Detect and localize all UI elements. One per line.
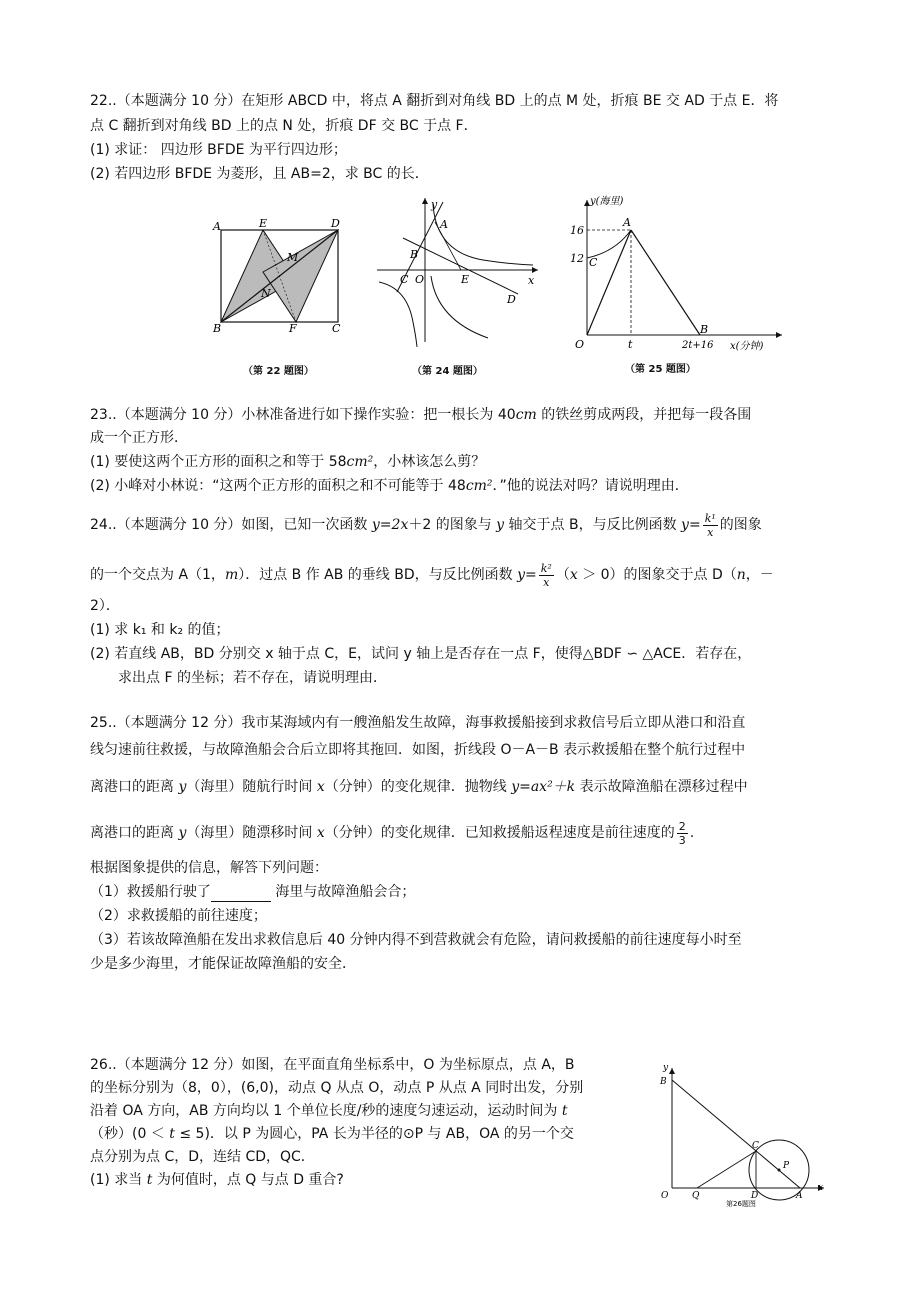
q24-part2b: 求出点 F 的坐标；若不存在，请说明理由． — [118, 670, 387, 686]
q25-l4e: （分钟）的变化规律．已知救援船返程速度是前往速度的 — [324, 825, 675, 841]
q24-line1 — [90, 510, 840, 540]
q24-fraction-k1 — [703, 512, 718, 539]
q25-p1b: 海里与故障渔船会合； — [270, 884, 416, 900]
q25-l3d: x — [316, 779, 325, 795]
q25-part3a: （3）若该故障渔船在发出求救信息后 40 分钟内得不到营救就会有危险，请问救援船的前往速度每小时至 — [90, 932, 742, 948]
f26-label-o: O — [661, 1191, 669, 1201]
q24-l2h: n — [736, 567, 746, 583]
q24-l2i: ，－ — [745, 567, 774, 583]
f25-tick-16: 16 — [570, 224, 584, 237]
q25-l4b: y — [178, 825, 187, 841]
f22-label-e: E — [259, 217, 268, 230]
f26-label-a: A — [796, 1191, 803, 1201]
q24-k2: k² — [540, 561, 552, 575]
f24-label-b: B — [410, 248, 419, 261]
f25-label-a: A — [623, 216, 631, 229]
q24-l1f: y= — [681, 517, 701, 533]
f25-ylabel: y(海里) — [590, 196, 624, 207]
q24-l2d: y= — [517, 567, 537, 583]
f22-label-f: F — [289, 322, 297, 335]
q25-line2: 线匀速前往救援，与故障渔船会合后立即将其拖回．如图，折线段 O－A－B 表示救援船在整个航行过程中 — [90, 742, 746, 758]
q26-l3a: 沿着 OA 方向，AB 方向均以 1 个单位长度/秒的速度匀速运动，运动时间为 — [90, 1103, 562, 1119]
q25-l3c: （海里）随航行时间 — [186, 779, 317, 795]
f24-label-e: E — [461, 273, 470, 286]
q25-l3f: y=ax²＋k — [511, 779, 576, 795]
figure-22 — [205, 215, 350, 337]
f26-label-c: C — [752, 1141, 759, 1151]
figure-25 — [560, 190, 790, 354]
q25-l4f: . — [689, 825, 695, 841]
f24-label-c: C — [400, 273, 409, 286]
f26-label-q: Q — [692, 1191, 700, 1201]
f22-label-d: D — [331, 217, 340, 230]
f24-label-x: x — [528, 274, 535, 287]
q25-l3e: （分钟）的变化规律．抛物线 — [324, 779, 512, 795]
q26-p1b: t — [146, 1172, 153, 1188]
f22-label-b: B — [213, 322, 222, 335]
q22-stem-line2: 点 C 翻折到对角线 BD 上的点 N 处，折痕 DF 交 BC 于点 F． — [90, 118, 478, 134]
q25-l4a: 离港口的距离 — [90, 825, 179, 841]
q23-part1c: ，小林该怎么剪？ — [373, 454, 486, 470]
caption-figure-25: （第 25 题图） — [625, 364, 696, 375]
q26-l4a: （秒）(0 ＜ — [90, 1126, 170, 1142]
q25-p1a: （1）救援船行驶了 — [90, 884, 211, 900]
f25-label-c: C — [589, 256, 598, 269]
f22-label-m: M — [287, 251, 299, 264]
q24-line3: 2）． — [90, 598, 120, 614]
q23-part1a: (1) 要使这两个正方形的面积之和等于 58 — [90, 454, 347, 470]
q25-answer-blank[interactable] — [211, 887, 271, 902]
q23-line1 — [90, 405, 840, 425]
q24-part1: (1) 求 k₁ 和 k₂ 的值； — [90, 622, 230, 638]
q24-l1a: 24..（本题满分 10 分）如图，已知一次函数 — [90, 517, 372, 533]
q25-part1 — [90, 882, 840, 902]
f22-label-n: N — [261, 287, 271, 300]
q24-l1d: y — [496, 517, 505, 533]
q24-l2f: x — [569, 567, 578, 583]
f26-caption: 第26题图 — [726, 1200, 756, 1208]
f25-label-b: B — [700, 323, 709, 336]
q26-p1c: 为何值时，点 Q 与点 D 重合? — [152, 1172, 344, 1188]
q25-line3 — [90, 777, 840, 797]
f25-tick-t: t — [628, 338, 633, 351]
caption-figure-22: （第 22 题图） — [243, 366, 314, 377]
f24-label-a: A — [440, 218, 448, 231]
figure-26 — [652, 1060, 832, 1210]
q25-l3a: 离港口的距离 — [90, 779, 179, 795]
q23-part1-unit: cm² — [346, 454, 374, 470]
q26-l4c: ≤ 5)．以 P 为圆心，PA 长为半径的⊙P 与 AB，OA 的另一个交 — [174, 1126, 574, 1142]
f26-label-d: D — [751, 1191, 759, 1201]
q26-line4 — [90, 1124, 650, 1144]
figure-24 — [373, 192, 543, 350]
q24-xden1: x — [707, 525, 714, 539]
q25-fraction — [677, 820, 688, 847]
q24-k1: k¹ — [704, 511, 716, 525]
q25-fden: 3 — [678, 833, 686, 847]
q23-part2 — [90, 476, 840, 496]
f24-label-d: D — [507, 293, 516, 306]
q23-part1 — [90, 452, 840, 472]
q26-line1: 26..（本题满分 12 分）如图，在平面直角坐标系中，O 为坐标原点，点 A，B — [90, 1057, 575, 1073]
q23-part2-unit: cm² — [465, 478, 493, 494]
q25-line5: 根据图象提供的信息，解答下列问题： — [90, 860, 328, 876]
q23-line2: 成一个正方形． — [90, 430, 188, 446]
q23-part2c: ．”他的说法对吗？请说明理由． — [492, 478, 689, 494]
q25-l4d: x — [316, 825, 325, 841]
q24-fraction-k2 — [539, 562, 554, 589]
q25-line4 — [90, 818, 840, 848]
q24-line2 — [90, 560, 840, 590]
q24-l1e: 轴交于点 B，与反比例函数 — [504, 517, 682, 533]
q26-line3 — [90, 1101, 650, 1121]
q26-p1a: (1) 求当 — [90, 1172, 147, 1188]
q25-l4c: （海里）随漂移时间 — [186, 825, 317, 841]
q24-l2b: m — [224, 567, 239, 583]
q26-l3b: t — [561, 1103, 568, 1119]
q25-fnum: 2 — [678, 819, 686, 833]
q24-part2a: (2) 若直线 AB，BD 分别交 x 轴于点 C，E，试问 y 轴上是否存在一点 F，使得△BDF ∽ △ACE．若存在， — [90, 646, 752, 662]
q24-l2e: （ — [555, 567, 570, 583]
q23-unit: cm — [515, 407, 537, 423]
q25-part3b: 少是多少海里，才能保证故障渔船的安全． — [90, 956, 356, 972]
q24-l1g: 的图象 — [719, 517, 762, 533]
f26-label-y: y — [663, 1063, 669, 1073]
f24-label-y: y — [431, 198, 438, 211]
q24-l2a: 的一个交点为 A（1， — [90, 567, 225, 583]
q24-l2c: ）．过点 B 作 AB 的垂线 BD，与反比例函数 — [238, 567, 518, 583]
q25-part2: （2）求救援船的前往速度； — [90, 908, 267, 924]
q25-l3b: y — [178, 779, 187, 795]
q24-l1c: ＋2 的图象与 — [408, 517, 497, 533]
f25-tick-2t16: 2t+16 — [682, 340, 714, 351]
q24-l1b: y=2x — [371, 517, 409, 533]
q25-l3g: 表示故障渔船在漂移过程中 — [575, 779, 748, 795]
f25-label-o: O — [575, 338, 585, 351]
q26-l4b: t — [169, 1126, 175, 1142]
q26-line2: 的坐标分别为（8，0），(6,0)，动点 Q 从点 O，动点 P 从点 A 同时出发，分别 — [90, 1080, 584, 1096]
f22-label-c: C — [332, 322, 341, 335]
q23-part2a: (2) 小峰对小林说：“这两个正方形的面积之和不可能等于 48 — [90, 478, 466, 494]
q24-xden2: x — [543, 575, 550, 589]
f24-label-o: O — [415, 273, 425, 286]
q26-part1 — [90, 1170, 650, 1190]
q22-part2: (2) 若四边形 BFDE 为菱形，且 AB=2，求 BC 的长． — [90, 166, 429, 182]
f22-label-a: A — [213, 220, 221, 233]
caption-figure-24: （第 24 题图） — [412, 366, 483, 377]
f26-label-p: P — [783, 1161, 790, 1171]
q22-part1: (1) 求证： 四边形 BFDE 为平行四边形； — [90, 142, 347, 158]
f25-xlabel: x(分钟) — [730, 341, 764, 352]
q24-l2g: ＞ 0）的图象交于点 D（ — [577, 567, 737, 583]
f25-tick-12: 12 — [570, 252, 584, 265]
q22-stem-line1: 22..（本题满分 10 分）在矩形 ABCD 中，将点 A 翻折到对角线 BD 上的点 M 处，折痕 BE 交 AD 于点 E．将 — [90, 93, 779, 109]
q23-line1b: 的铁丝剪成两段，并把每一段各围 — [536, 407, 752, 423]
q23-line1a: 23..（本题满分 10 分）小林准备进行如下操作实验：把一根长为 40 — [90, 407, 516, 423]
q26-line5: 点分别为点 C，D，连结 CD，QC． — [90, 1149, 315, 1165]
f26-label-b: B — [660, 1077, 667, 1087]
f26-label-x: x — [818, 1183, 824, 1193]
q25-line1: 25..（本题满分 12 分）我市某海域内有一艘渔船发生故障，海事救援船接到求救信号后立即从港口和沿直 — [90, 715, 746, 731]
